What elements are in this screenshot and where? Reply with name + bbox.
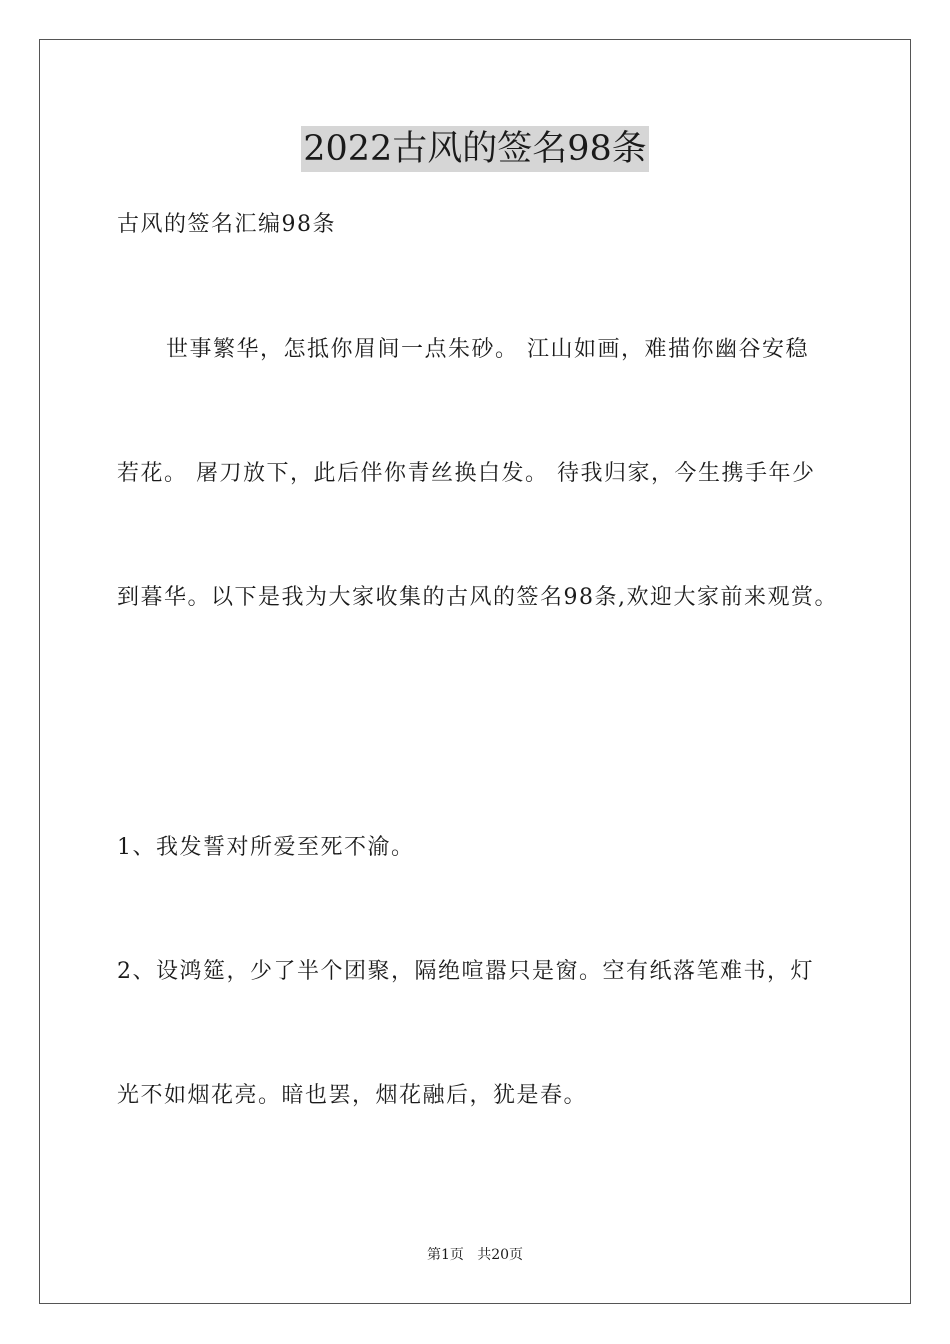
- intro-line-2: 若花。 屠刀放下，此后伴你青丝换白发。 待我归家，今生携手年少: [117, 461, 816, 486]
- list-item-1: 1、我发誓对所爱至死不渝。: [117, 835, 415, 860]
- page-footer: 第1页 共20页: [426, 1247, 524, 1263]
- list-item-2-line-2: 光不如烟花亮。暗也罢，烟花融后，犹是春。: [117, 1083, 588, 1108]
- intro-line-3: 到暮华。以下是我为大家收集的古风的签名98条,欢迎大家前来观赏。: [117, 585, 838, 610]
- document-title-wrap: [0, 126, 950, 172]
- document-subtitle: 古风的签名汇编98条: [117, 212, 336, 237]
- list-item-2-line-1: 2、设鸿筵，少了半个团聚，隔绝喧嚣只是窗。空有纸落笔难书，灯: [117, 959, 814, 984]
- document-title: 2022古风的签名98条: [301, 126, 649, 172]
- intro-line-1: 世事繁华，怎抵你眉间一点朱砂。 江山如画，难描你幽谷安稳: [166, 337, 809, 362]
